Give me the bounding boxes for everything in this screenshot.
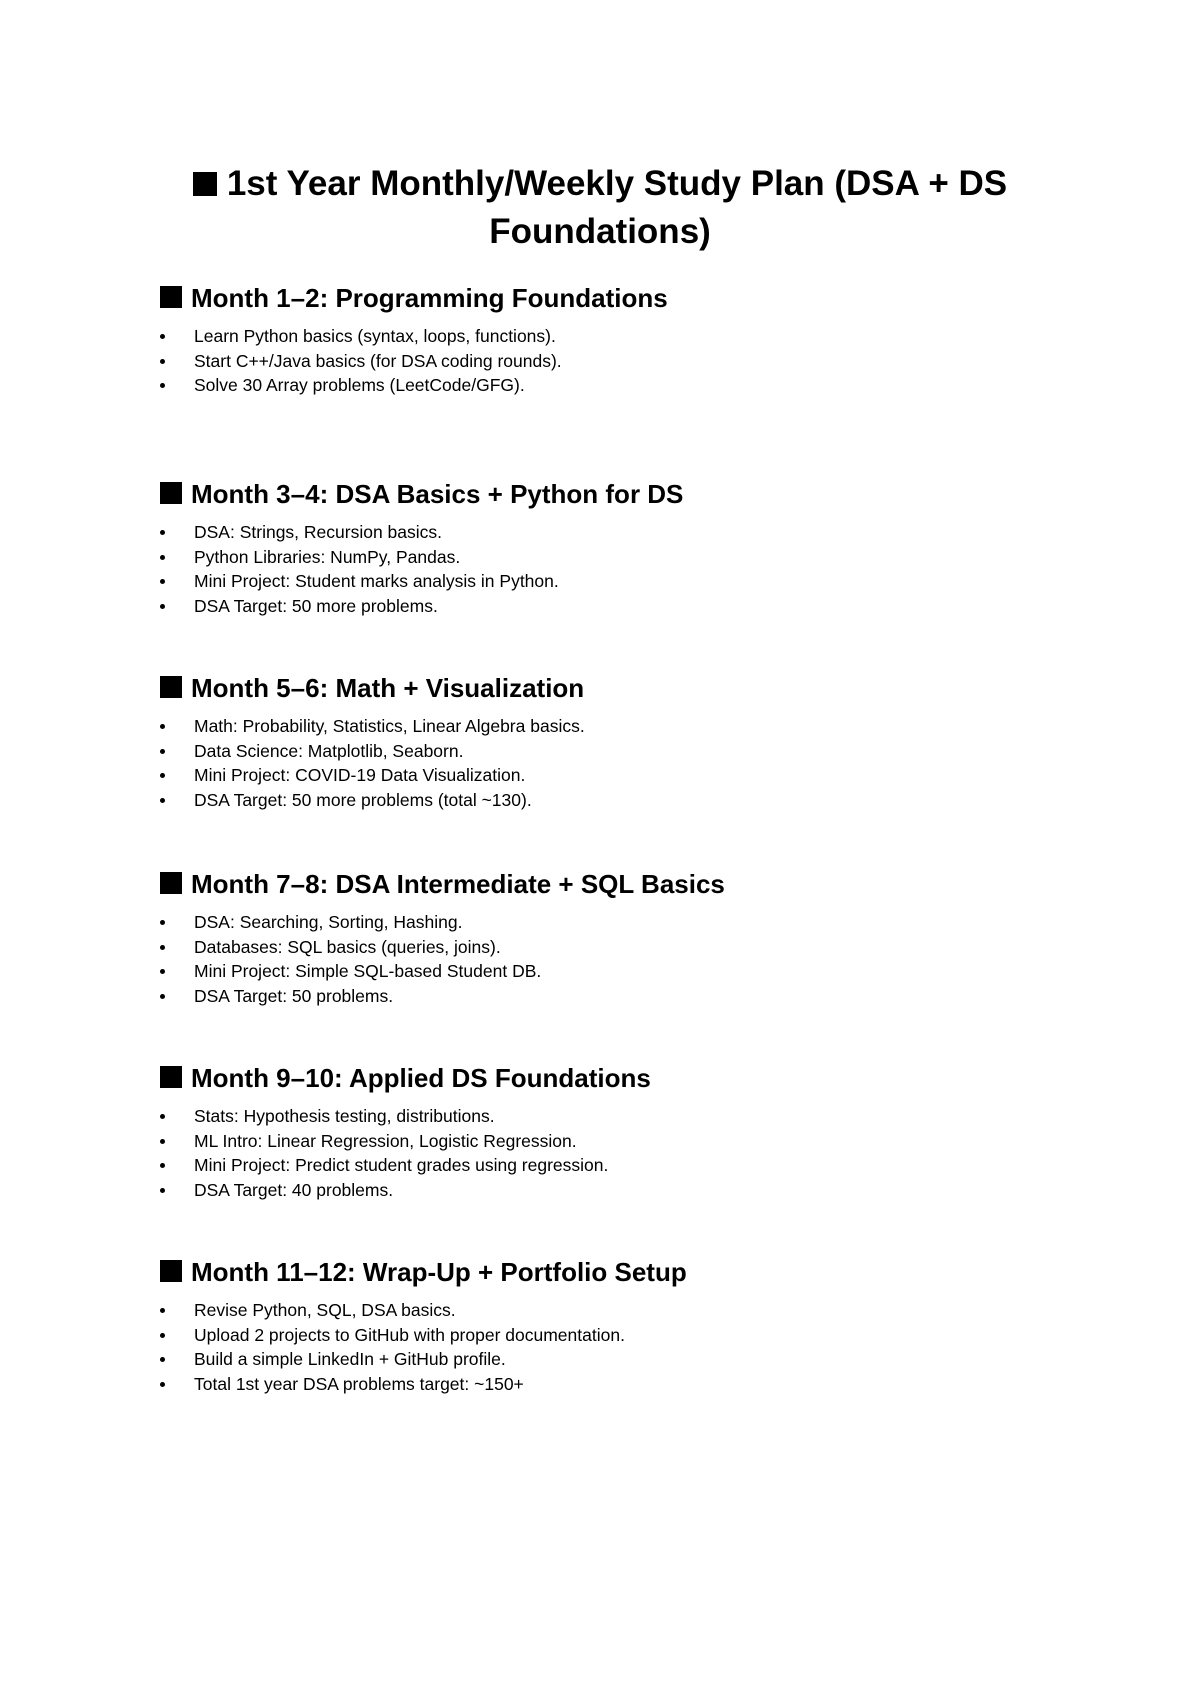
page-title-text: 1st Year Monthly/Weekly Study Plan (DSA + DS Foundations) — [226, 164, 1008, 251]
bullet-dot-icon — [160, 1382, 165, 1387]
list-item-text: Python Libraries: NumPy, Pandas. — [194, 546, 461, 567]
bullet-dot-icon — [160, 1139, 165, 1144]
list-item-text: DSA Target: 50 problems. — [194, 985, 394, 1006]
square-bullet-icon — [160, 676, 182, 698]
list-item — [160, 1298, 1060, 1323]
list-item — [160, 569, 1060, 594]
bullet-list — [160, 324, 1060, 398]
list-item-text: Stats: Hypothesis testing, distributions. — [194, 1106, 495, 1126]
bullet-dot-icon — [160, 994, 165, 999]
bullet-dot-icon — [160, 945, 165, 950]
square-bullet-icon — [160, 1066, 182, 1088]
section-heading-text: Month 3–4: DSA Basics + Python for DS — [191, 479, 684, 509]
list-item — [160, 739, 1060, 764]
section-month-5-6 — [160, 672, 1060, 812]
list-item-text: Mini Project: Simple SQL-based Student DB. — [194, 961, 542, 981]
section-heading-text: Month 7–8: DSA Intermediate + SQL Basics — [191, 869, 725, 899]
list-item-text: Build a simple LinkedIn + GitHub profile. — [194, 1349, 506, 1369]
list-item — [160, 1104, 1060, 1129]
list-item — [160, 763, 1060, 788]
list-item — [160, 714, 1060, 739]
section-month-11-12 — [160, 1256, 1060, 1396]
list-item-text: DSA Target: 40 problems. — [194, 1179, 394, 1200]
list-item — [160, 959, 1060, 984]
section-heading — [160, 672, 1060, 704]
list-item — [160, 324, 1060, 349]
list-item — [160, 984, 1060, 1009]
section-month-3-4 — [160, 478, 1060, 618]
square-bullet-icon — [193, 172, 217, 196]
section-heading-text: Month 5–6: Math + Visualization — [191, 673, 585, 703]
bullet-dot-icon — [160, 1188, 165, 1193]
bullet-list — [160, 1298, 1060, 1396]
bullet-list — [160, 1104, 1060, 1202]
list-item — [160, 788, 1060, 813]
list-item — [160, 520, 1060, 545]
list-item-text: Solve 30 Array problems (LeetCode/GFG). — [194, 375, 525, 395]
bullet-dot-icon — [160, 773, 165, 778]
bullet-dot-icon — [160, 969, 165, 974]
bullet-list — [160, 714, 1060, 812]
list-item — [160, 910, 1060, 935]
list-item — [160, 349, 1060, 374]
list-item-text: DSA Target: 50 more problems. — [194, 595, 438, 616]
section-heading-text: Month 9–10: Applied DS Foundations — [191, 1063, 651, 1093]
list-item-text: Mini Project: Predict student grades using regression. — [194, 1155, 609, 1175]
square-bullet-icon — [160, 872, 182, 894]
list-item — [160, 545, 1060, 570]
list-item-text: Math: Probability, Statistics, Linear Algebra basics. — [194, 716, 585, 736]
list-item — [160, 373, 1060, 398]
list-item-text: Revise Python, SQL, DSA basics. — [194, 1300, 456, 1320]
list-item-text: Mini Project: COVID-19 Data Visualization. — [194, 765, 526, 785]
list-item-text: DSA: Searching, Sorting, Hashing. — [194, 912, 463, 932]
list-item-text: ML Intro: Linear Regression, Logistic Regression. — [194, 1130, 577, 1151]
list-item — [160, 1372, 1060, 1397]
square-bullet-icon — [160, 286, 182, 308]
list-item — [160, 935, 1060, 960]
list-item-text: Learn Python basics (syntax, loops, functions). — [194, 326, 556, 346]
list-item-text: Upload 2 projects to GitHub with proper documentation. — [194, 1324, 625, 1345]
section-month-9-10 — [160, 1062, 1060, 1202]
list-item — [160, 1129, 1060, 1154]
list-item-text: DSA Target: 50 more problems (total ~130). — [194, 789, 532, 810]
square-bullet-icon — [160, 482, 182, 504]
section-heading — [160, 478, 1060, 510]
section-heading-text: Month 1–2: Programming Foundations — [191, 283, 668, 313]
list-item-text: Databases: SQL basics (queries, joins). — [194, 936, 501, 957]
section-month-1-2 — [160, 282, 1060, 398]
section-heading — [160, 1256, 1060, 1288]
section-heading-text: Month 11–12: Wrap-Up + Portfolio Setup — [191, 1257, 687, 1287]
bullet-dot-icon — [160, 530, 165, 535]
bullet-dot-icon — [160, 1163, 165, 1168]
section-heading — [160, 282, 1060, 314]
section-heading — [160, 1062, 1060, 1094]
bullet-dot-icon — [160, 1308, 165, 1313]
list-item-text: Start C++/Java basics (for DSA coding rounds). — [194, 350, 562, 371]
bullet-dot-icon — [160, 1333, 165, 1338]
list-item-text: Total 1st year DSA problems target: ~150+ — [194, 1373, 524, 1394]
bullet-dot-icon — [160, 1114, 165, 1119]
bullet-dot-icon — [160, 555, 165, 560]
bullet-dot-icon — [160, 334, 165, 339]
section-month-7-8 — [160, 868, 1060, 1008]
list-item-text: DSA: Strings, Recursion basics. — [194, 522, 443, 542]
bullet-dot-icon — [160, 1357, 165, 1362]
bullet-dot-icon — [160, 920, 165, 925]
bullet-dot-icon — [160, 604, 165, 609]
page-title — [150, 160, 1050, 256]
bullet-dot-icon — [160, 579, 165, 584]
list-item — [160, 1178, 1060, 1203]
bullet-dot-icon — [160, 724, 165, 729]
bullet-dot-icon — [160, 359, 165, 364]
bullet-list — [160, 520, 1060, 618]
bullet-dot-icon — [160, 383, 165, 388]
bullet-list — [160, 910, 1060, 1008]
bullet-dot-icon — [160, 798, 165, 803]
section-heading — [160, 868, 1060, 900]
square-bullet-icon — [160, 1260, 182, 1282]
list-item-text: Data Science: Matplotlib, Seaborn. — [194, 740, 464, 761]
list-item — [160, 1323, 1060, 1348]
list-item — [160, 594, 1060, 619]
list-item-text: Mini Project: Student marks analysis in Python. — [194, 571, 559, 591]
list-item — [160, 1153, 1060, 1178]
bullet-dot-icon — [160, 749, 165, 754]
list-item — [160, 1347, 1060, 1372]
